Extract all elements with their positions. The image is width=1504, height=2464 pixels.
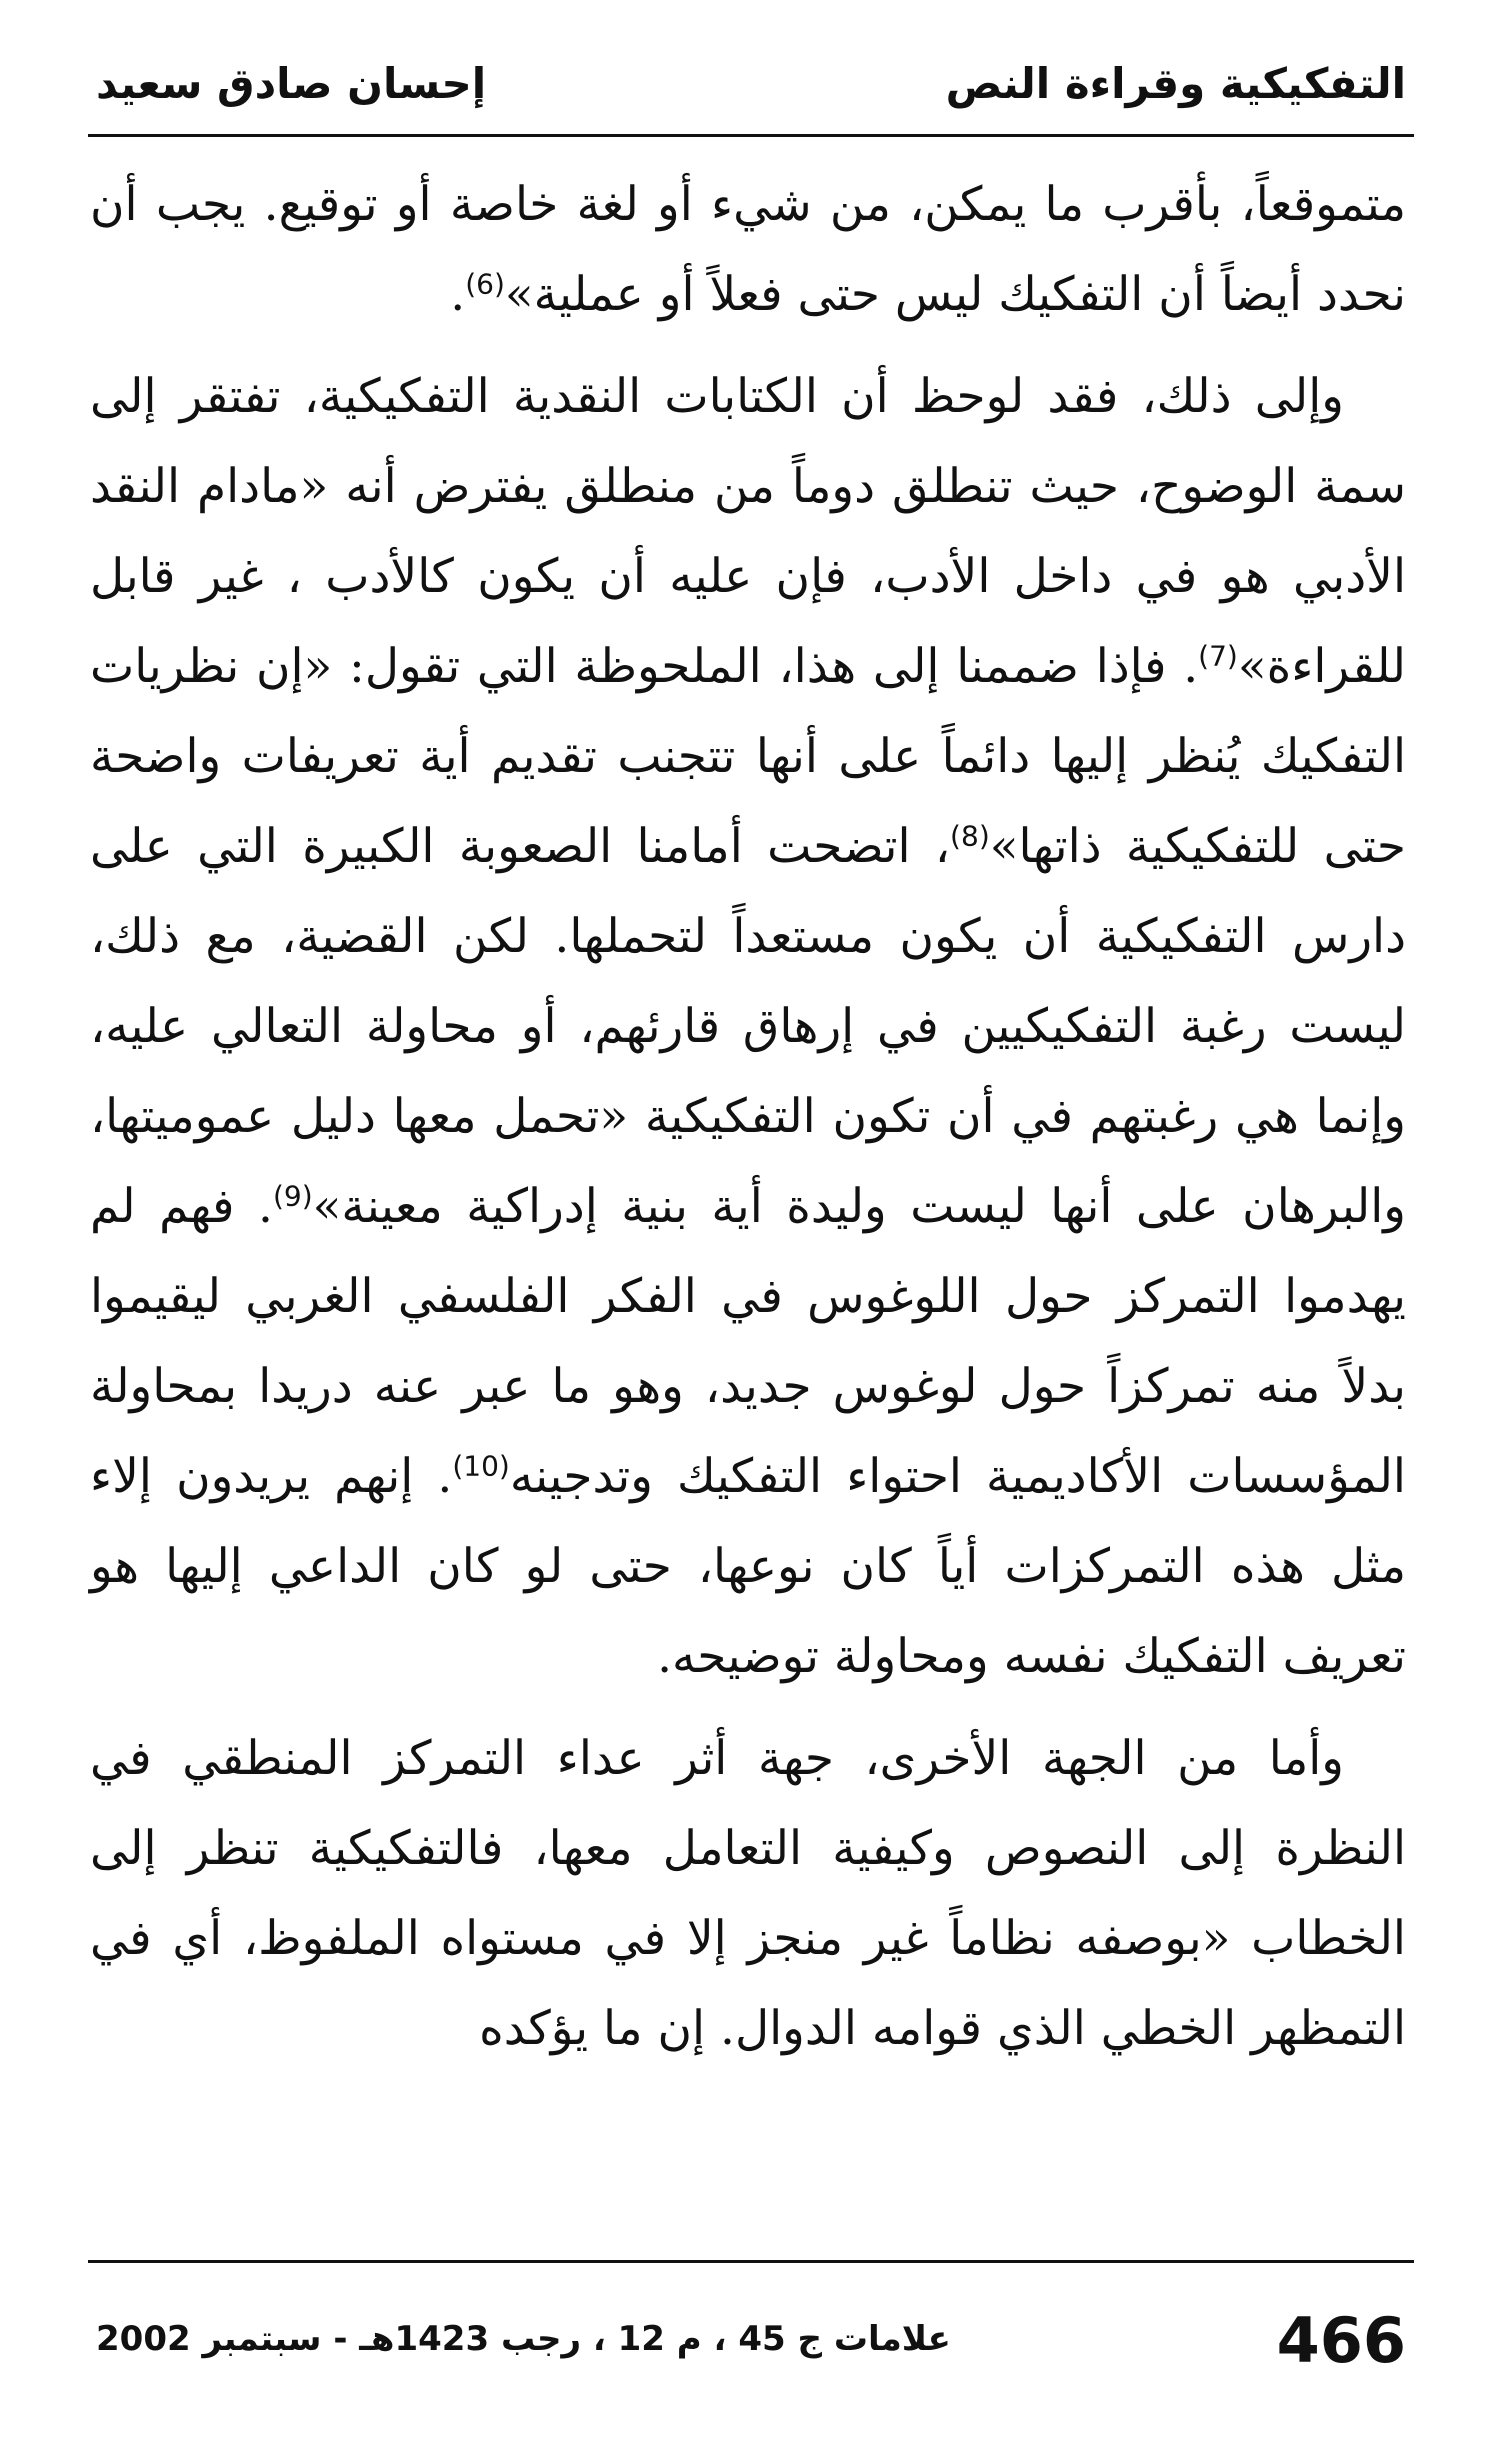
header-divider: [88, 134, 1414, 137]
paragraph-text: ، اتضحت أمامنا الصعوبة الكبيرة التي على دارس التفكيكية أن يكون مستعداً لتحملها. لكن القضية، مع ذلك، ليست رغبة التفكيكيين في إرهاق قارئهم، أو محاولة التعالي عليه، وإنما هي رغبتهم في أن تكون التفكيكية «تحمل معها دليل عموميتها، والبرهان على أنها ليست وليدة أية بنية إدراكية معينة»: [90, 819, 1406, 1234]
paragraph-text: . فإذا ضممنا إلى هذا، الملحوظة التي تقول: «إن نظريات التفكيك يُنظر إليها دائماً على أنها تتجنب تقديم أية تعريفات واضحة حتى للتفكيكية ذاتها»: [90, 639, 1406, 874]
paragraph-text: . فهم لم يهدموا التمركز حول اللوغوس في الفكر الفلسفي الغربي ليقيموا بدلاً منه تمركزاً حول لوغوس جديد، وهو ما عبر عنه دريدا بمحاولة المؤسسات الأكاديمية احتواء التفكيك وتدجينه: [90, 1179, 1406, 1504]
page-number: 466: [1276, 2304, 1406, 2377]
footnote-ref-8: (8): [950, 819, 990, 853]
issue-info: علامات ج 45 ، م 12 ، رجب 1423هـ - سبتمبر 2002: [96, 2319, 951, 2359]
footnote-ref-9: (9): [272, 1179, 313, 1213]
paragraph-text: . إنهم يريدون إلاء مثل هذه التمركزات أياً كان نوعها، حتى لو كان الداعي إليها هو تعريف التفكيك نفسه ومحاولة توضيحه.: [90, 1449, 1406, 1684]
paragraph-text: وإلى ذلك، فقد لوحظ أن الكتابات النقدية التفكيكية، تفتقر إلى سمة الوضوح، حيث تنطلق دوماً من منطلق يفترض أنه «مادام النقد الأدبي هو في داخل الأدب، فإن عليه أن يكون كالأدب ، غير قابل للقراءة»: [90, 369, 1406, 694]
footnote-ref-6: (6): [465, 267, 505, 301]
running-header: [96, 44, 1406, 124]
paragraph-1: [90, 160, 1406, 340]
paragraph-text: .: [450, 267, 466, 322]
footer-divider: [88, 2260, 1414, 2263]
paragraph-3: [90, 1714, 1406, 2074]
footnote-ref-7: (7): [1198, 639, 1238, 673]
body-text: [90, 160, 1406, 2074]
page-footer: [96, 2296, 1406, 2406]
footnote-ref-10: (10): [452, 1449, 510, 1483]
running-header-author: إحسان صادق سعيد: [96, 59, 487, 108]
running-header-title: التفكيكية وقراءة النص: [945, 59, 1406, 108]
paragraph-text: وأما من الجهة الأخرى، جهة أثر عداء التمركز المنطقي في النظرة إلى النصوص وكيفية التعامل معها، فالتفكيكية تنظر إلى الخطاب «بوصفه نظاماً غير منجز إلا في مستواه الملفوظ، أي في التمظهر الخطي الذي قوامه الدوال. إن ما يؤكده: [90, 1731, 1406, 2056]
paragraph-2: [90, 352, 1406, 1702]
paragraph-text: متموقعاً، بأقرب ما يمكن، من شيء أو لغة خاصة أو توقيع. يجب أن نحدد أيضاً أن التفكيك ليس حتى فعلاً أو عملية»: [90, 177, 1406, 322]
